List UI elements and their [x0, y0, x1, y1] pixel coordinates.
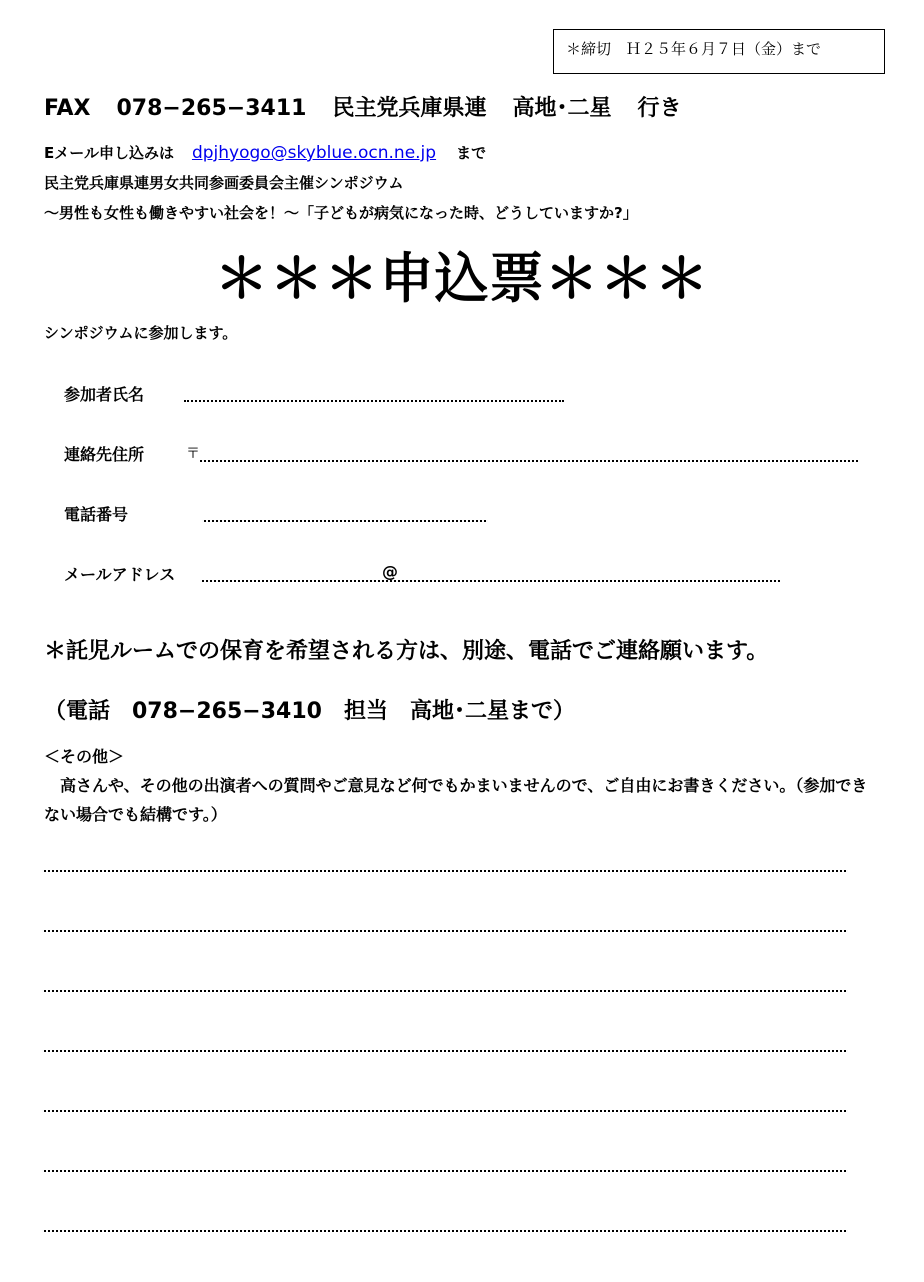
organizer-line: 民主党兵庫県連男女共同参画委員会主催シンポジウム: [44, 174, 404, 192]
at-mark: @: [382, 562, 398, 581]
attend-statement: シンポジウムに参加します。: [44, 324, 238, 342]
fax-org: 民主党兵庫県連: [332, 96, 487, 121]
email-address-label: メールアドレス: [64, 565, 176, 584]
other-instructions: 高さんや、その他の出演者への質問やご意見など何でもかまいませんので、ご自由にお書きください。（参加できない場合でも結構です。）: [44, 776, 868, 824]
fax-recipients: 高地･二星: [512, 96, 612, 121]
comment-line[interactable]: [44, 1230, 846, 1232]
childcare-notice: ＊託児ルームでの保育を希望される方は、別途、電話でご連絡願います。: [44, 639, 769, 664]
deadline-text: ＊締切 Ｈ２５年６月７日（金）まで: [566, 40, 822, 58]
address-input-line[interactable]: [200, 460, 858, 462]
fax-line: [44, 91, 708, 122]
fax-number: 078−265−3411: [116, 96, 307, 121]
comment-line[interactable]: [44, 930, 846, 932]
comment-line[interactable]: [44, 990, 846, 992]
email-prefix: Eメール申し込みは: [44, 144, 174, 162]
symposium-theme: ～男性も女性も働きやすい社会を！～「子どもが病気になった時、どうしていますか?」: [44, 204, 638, 222]
fax-label: FAX: [44, 96, 91, 121]
email-suffix: まで: [456, 144, 487, 162]
comment-line[interactable]: [44, 1170, 846, 1172]
phone-label: 電話番号: [64, 505, 129, 524]
postal-mark: 〒: [186, 446, 200, 462]
address-label: 連絡先住所: [64, 445, 145, 464]
phone-input-line[interactable]: [204, 520, 486, 522]
form-title: ＊＊＊申込票＊＊＊: [214, 247, 710, 310]
email-line: [44, 142, 486, 163]
childcare-phone: （電話 078−265−3410 担当 高地･二星まで）: [44, 699, 575, 724]
email-link[interactable]: dpjhyogo@skyblue.ocn.ne.jp: [191, 143, 437, 163]
comment-line[interactable]: [44, 870, 846, 872]
comment-line[interactable]: [44, 1110, 846, 1112]
fax-suffix: 行き: [637, 96, 682, 121]
comment-line[interactable]: [44, 1050, 846, 1052]
name-label: 参加者氏名: [64, 385, 145, 404]
email-input-line[interactable]: [202, 580, 780, 582]
other-heading: ＜その他＞: [44, 747, 125, 766]
name-input-line[interactable]: [184, 400, 564, 402]
